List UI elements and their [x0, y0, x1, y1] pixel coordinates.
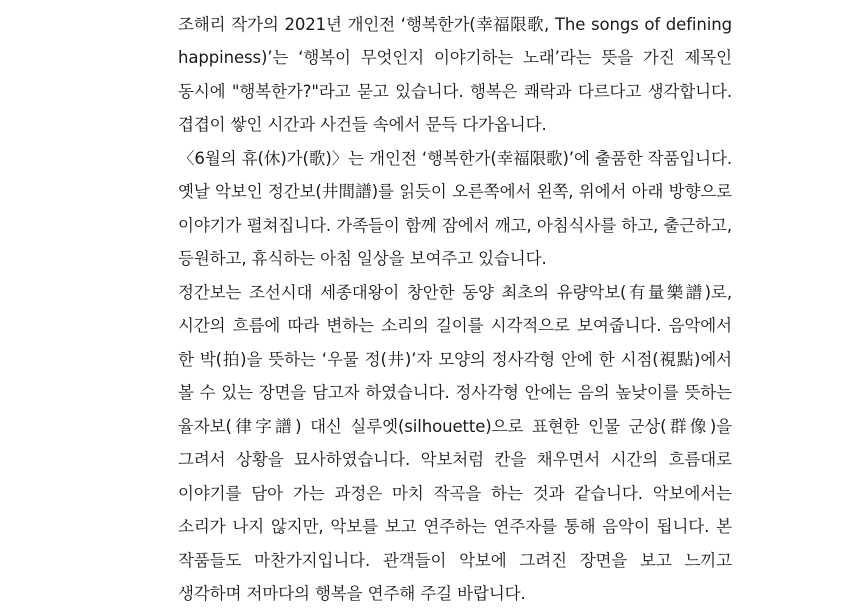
- paragraph-jeonggan-notation: 정간보는 조선시대 세종대왕이 창안한 동양 최초의 유량악보(有量樂譜)로, 시간의 흐름에 따라 변하는 소리의 길이를 시각적으로 보여줍니다. 음악에서 한 박(拍)을 뜻하는 ‘우물 정(井)’자 모양의 정사각형 안에 한 시점(視點)에서 볼 수 있는 장면을 담고자 하였습니다. 정사각형 안에는 음의 높낮이를 뜻하는 율자보(律字譜) 대신 실루엣(silhouette)으로 표현한 인물 군상(群像)을 그려서 상황을 묘사하였습니다. 악보처럼 칸을 채우면서 시간의 흐름대로 이야기를 담아 가는 과정은 마치 작곡을 하는 것과 같습니다. 악보에서는 소리가 나지 않지만, 악보를 보고 연주하는 연주자를 통해 음악이 됩니다. 본 작품들도 마찬가지입니다. 관객들이 악보에 그려진 장면을 보고 느끼고 생각하며 저마다의 행복을 연주해 주길 바랍니다.: [178, 282, 732, 604]
- paragraph-exhibition-intro: 조해리 작가의 2021년 개인전 ‘행복한가(幸福限歌, The songs of defining happiness)’는 ‘행복이 무엇인지 이야기하는 노래’라는 뜻을 가진 제목인 동시에 "행복한가?"라고 묻고 있습니다. 행복은 쾌락과 다르다고 생각합니다. 겹겹이 쌓인 시간과 사건들 속에서 문득 다가옵니다.: [178, 15, 732, 135]
- paragraph-artwork-description: 〈6월의 휴(休)가(歌)〉는 개인전 ‘행복한가(幸福限歌)’에 출품한 작품입니다. 옛날 악보인 정간보(井間譜)를 읽듯이 오른쪽에서 왼쪽, 위에서 아래 방향으로 이야기가 펼쳐집니다. 가족들이 함께 잠에서 깨고, 아침식사를 하고, 출근하고, 등원하고, 휴식하는 아침 일상을 보여주고 있습니다.: [178, 148, 732, 269]
